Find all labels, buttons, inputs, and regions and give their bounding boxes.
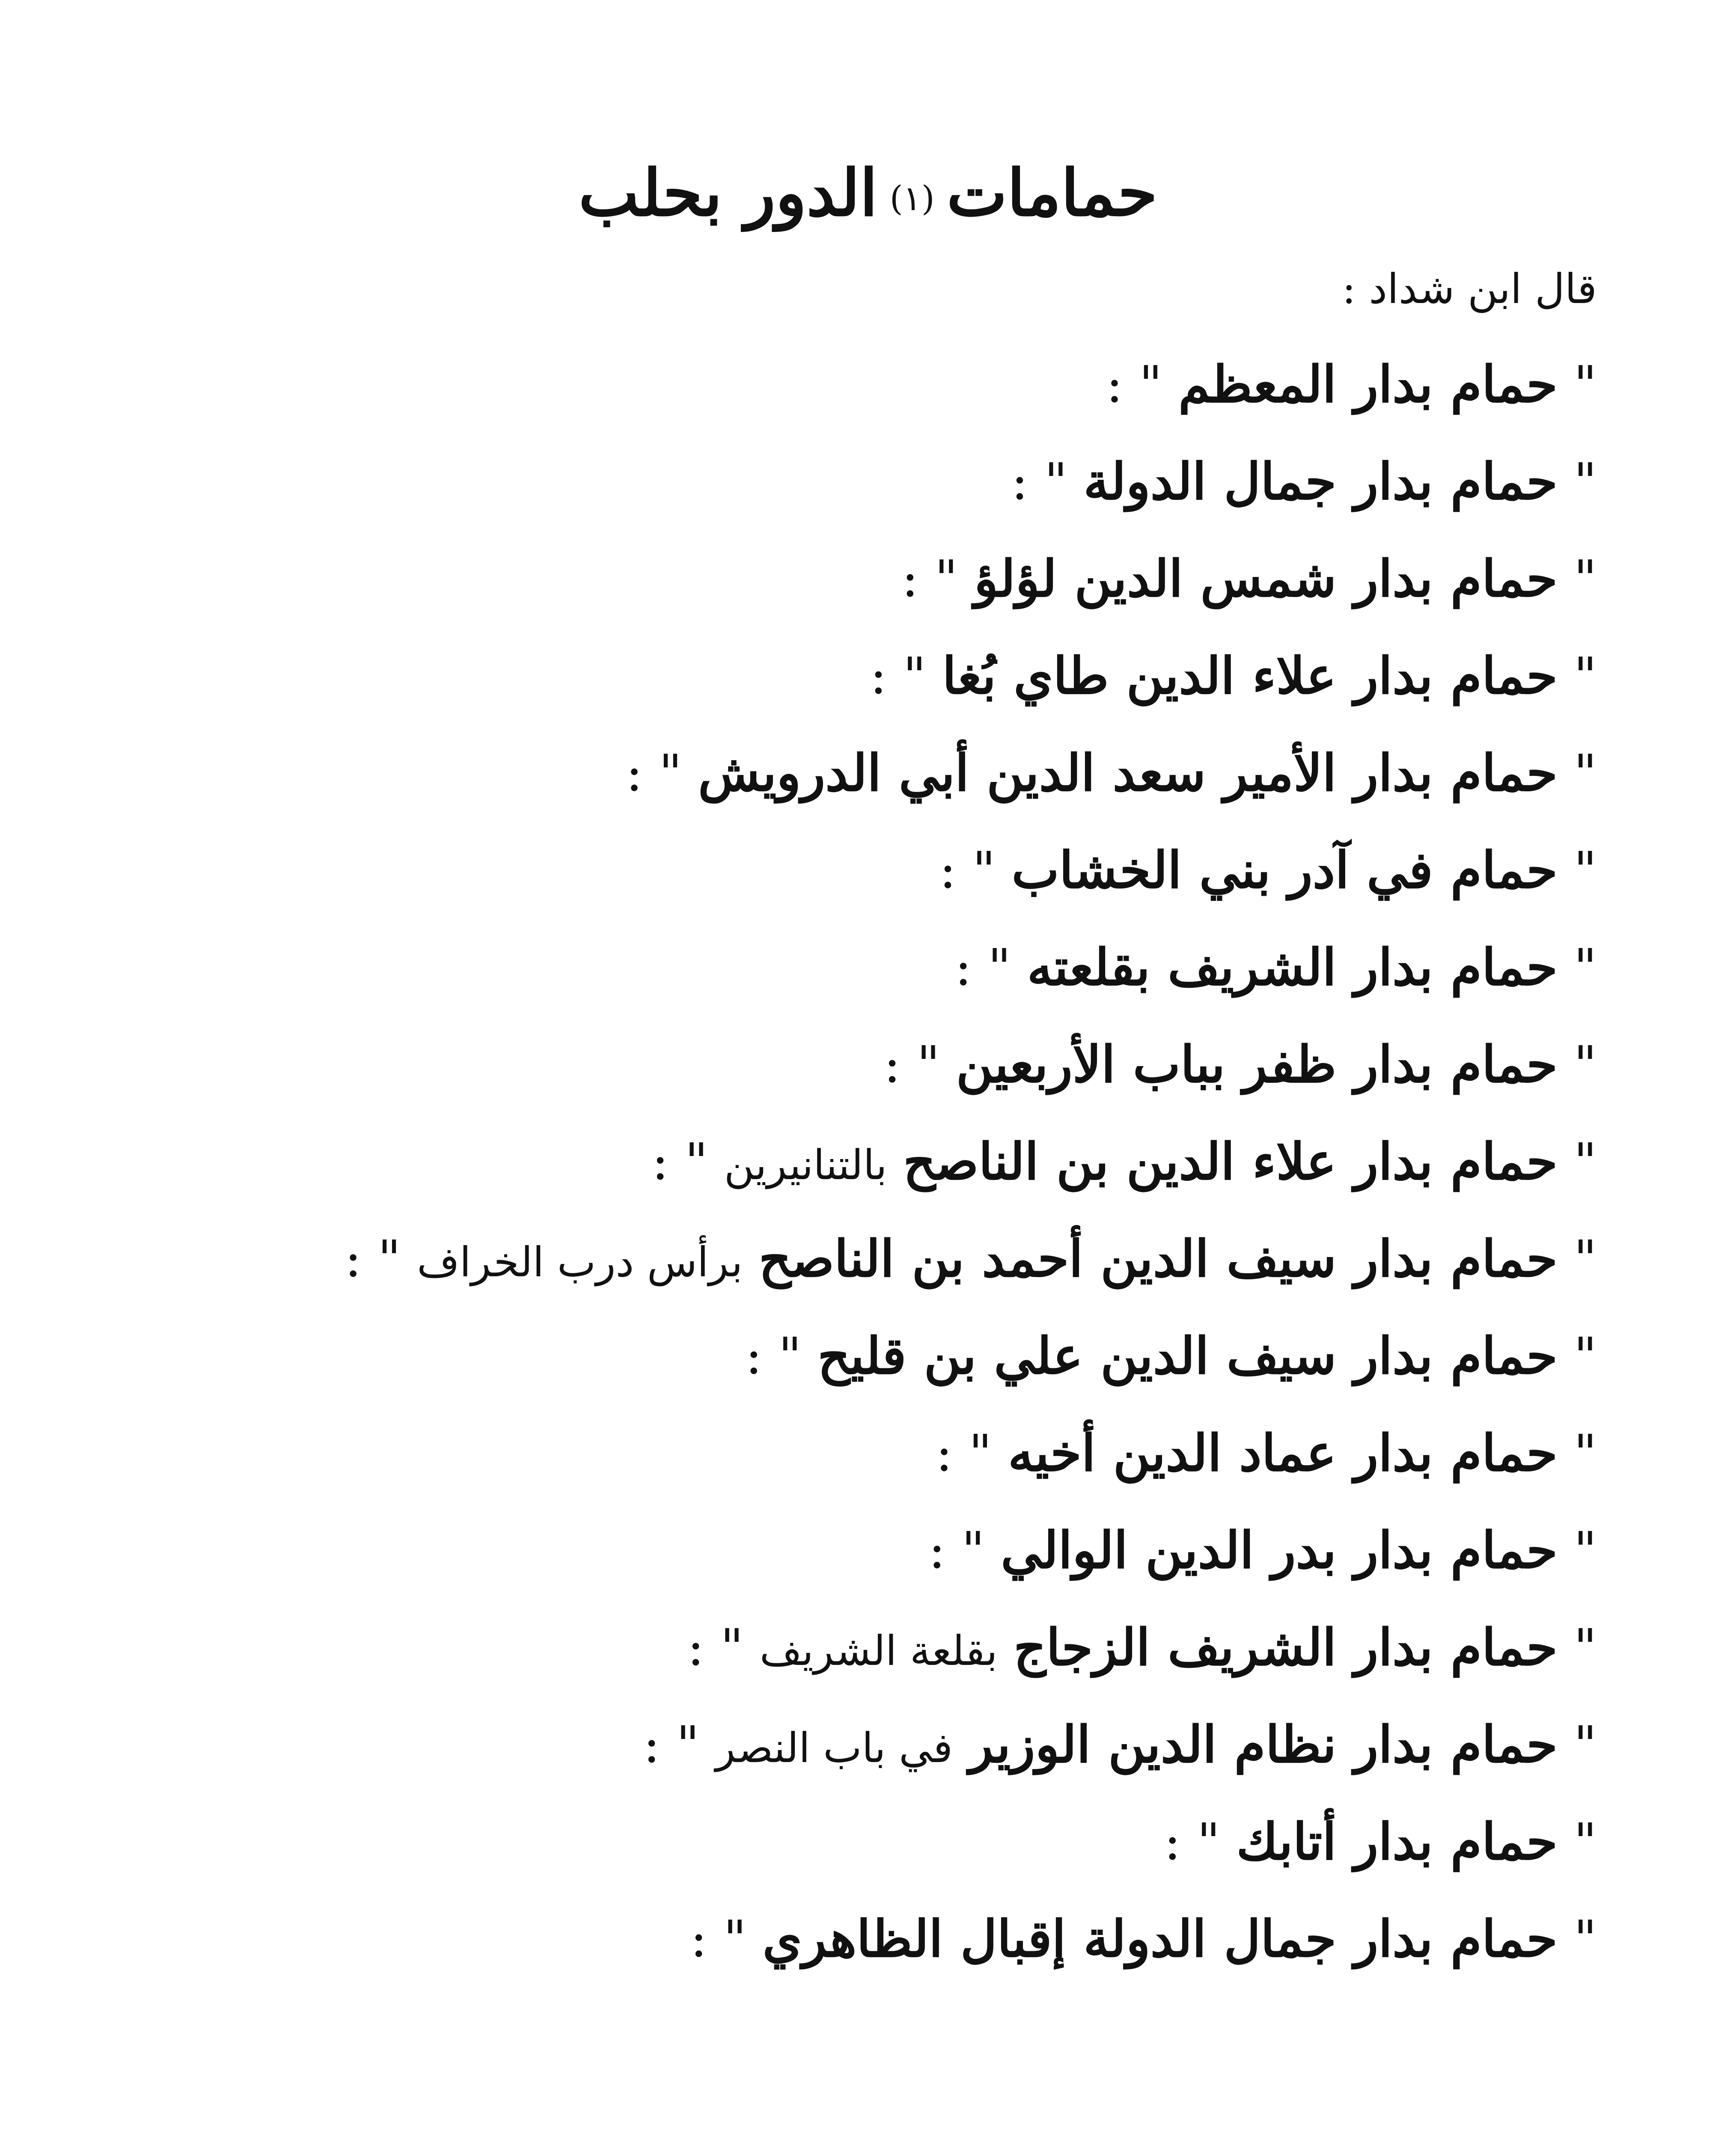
bath-name: حمام بدار أتابك — [1236, 1812, 1558, 1871]
close-quote: " : — [625, 743, 682, 802]
bath-list — [345, 348, 1597, 2000]
list-item — [345, 737, 1597, 834]
bath-name: حمام بدار جمال الدولة إقبال الظاهري — [762, 1909, 1558, 1968]
bath-name: حمام بدار شمس الدين لؤلؤ — [974, 549, 1558, 608]
open-quote: " — [1573, 1521, 1597, 1580]
close-quote: " : — [870, 646, 926, 705]
open-quote: " — [1573, 1035, 1597, 1094]
bath-name: حمام بدار عماد الدين أخيه — [1008, 1423, 1558, 1483]
bath-name: حمام بدار المعظم — [1178, 354, 1558, 414]
bath-location: في باب النصر — [715, 1724, 953, 1772]
close-quote: " : — [939, 841, 996, 900]
close-quote: " : — [1164, 1812, 1220, 1871]
list-item — [345, 542, 1597, 639]
list-item — [345, 1611, 1597, 1708]
footnote-reference: (١) — [889, 178, 935, 218]
close-quote: " : — [687, 1618, 744, 1677]
open-quote: " — [1573, 1424, 1597, 1483]
open-quote: " — [1573, 743, 1597, 802]
list-item — [345, 1028, 1597, 1125]
close-quote: " : — [643, 1715, 700, 1774]
bath-name: حمام بدار علاء الدين بن الناصح — [903, 1132, 1558, 1191]
open-quote: " — [1573, 938, 1597, 997]
bath-name: حمام بدار نظام الدين الوزير — [969, 1715, 1558, 1774]
close-quote: " : — [690, 1909, 747, 1968]
bath-name: حمام بدار علاء الدين طاي بُغا — [942, 646, 1558, 705]
open-quote: " — [1573, 646, 1597, 705]
list-item — [345, 1708, 1597, 1805]
close-quote: " : — [1011, 452, 1067, 511]
title-rest: الدور بحلب — [578, 155, 878, 231]
list-item — [345, 1902, 1597, 2000]
intro-line: قال ابن شداد : — [1342, 265, 1597, 313]
close-quote: " : — [936, 1424, 992, 1483]
list-item — [345, 445, 1597, 542]
open-quote: " — [1573, 549, 1597, 608]
list-item — [345, 1805, 1597, 1902]
close-quote: " : — [745, 1326, 802, 1385]
bath-location: بالتنانيرين — [724, 1141, 887, 1189]
list-item — [345, 1417, 1597, 1514]
list-item — [345, 639, 1597, 737]
bath-name: حمام بدار ظفر بباب الأربعين — [956, 1034, 1558, 1094]
list-item — [345, 834, 1597, 931]
bath-location: برأس درب الخراف — [417, 1238, 743, 1286]
bath-name: حمام بدار الشريف بقلعته — [1027, 937, 1558, 997]
bath-location: بقلعة الشريف — [759, 1627, 998, 1675]
open-quote: " — [1573, 841, 1597, 900]
bath-name: حمام بدار جمال الدولة — [1083, 452, 1558, 511]
open-quote: " — [1573, 1132, 1597, 1191]
list-item — [345, 1320, 1597, 1417]
open-quote: " — [1573, 1326, 1597, 1385]
bath-name: حمام بدار بدر الدين الوالي — [1001, 1520, 1558, 1580]
bath-name: حمام بدار الشريف الزجاج — [1014, 1617, 1558, 1677]
page-title — [0, 150, 1736, 241]
close-quote: " : — [928, 1521, 985, 1580]
bath-name: حمام بدار سيف الدين أحمد بن الناصح — [758, 1229, 1558, 1288]
open-quote: " — [1573, 1618, 1597, 1677]
open-quote: " — [1573, 355, 1597, 414]
list-item — [345, 1514, 1597, 1611]
bath-name: حمام بدار الأمير سعد الدين أبي الدرويش — [698, 743, 1558, 802]
close-quote: " : — [345, 1229, 401, 1288]
bath-name: حمام بدار سيف الدين علي بن قليح — [817, 1326, 1558, 1385]
bath-name: حمام في آدر بني الخشاب — [1011, 840, 1558, 900]
open-quote: " — [1573, 452, 1597, 511]
list-item — [345, 1222, 1597, 1320]
open-quote: " — [1573, 1909, 1597, 1968]
list-item — [345, 348, 1597, 445]
list-item — [345, 1125, 1597, 1222]
open-quote: " — [1573, 1229, 1597, 1288]
close-quote: " : — [954, 938, 1011, 997]
open-quote: " — [1573, 1812, 1597, 1871]
close-quote: " : — [651, 1132, 708, 1191]
open-quote: " — [1573, 1715, 1597, 1774]
close-quote: " : — [901, 549, 958, 608]
close-quote: " : — [1106, 355, 1162, 414]
close-quote: " : — [883, 1035, 940, 1094]
list-item — [345, 931, 1597, 1028]
title-word-hammamat: حمامات — [946, 155, 1158, 231]
